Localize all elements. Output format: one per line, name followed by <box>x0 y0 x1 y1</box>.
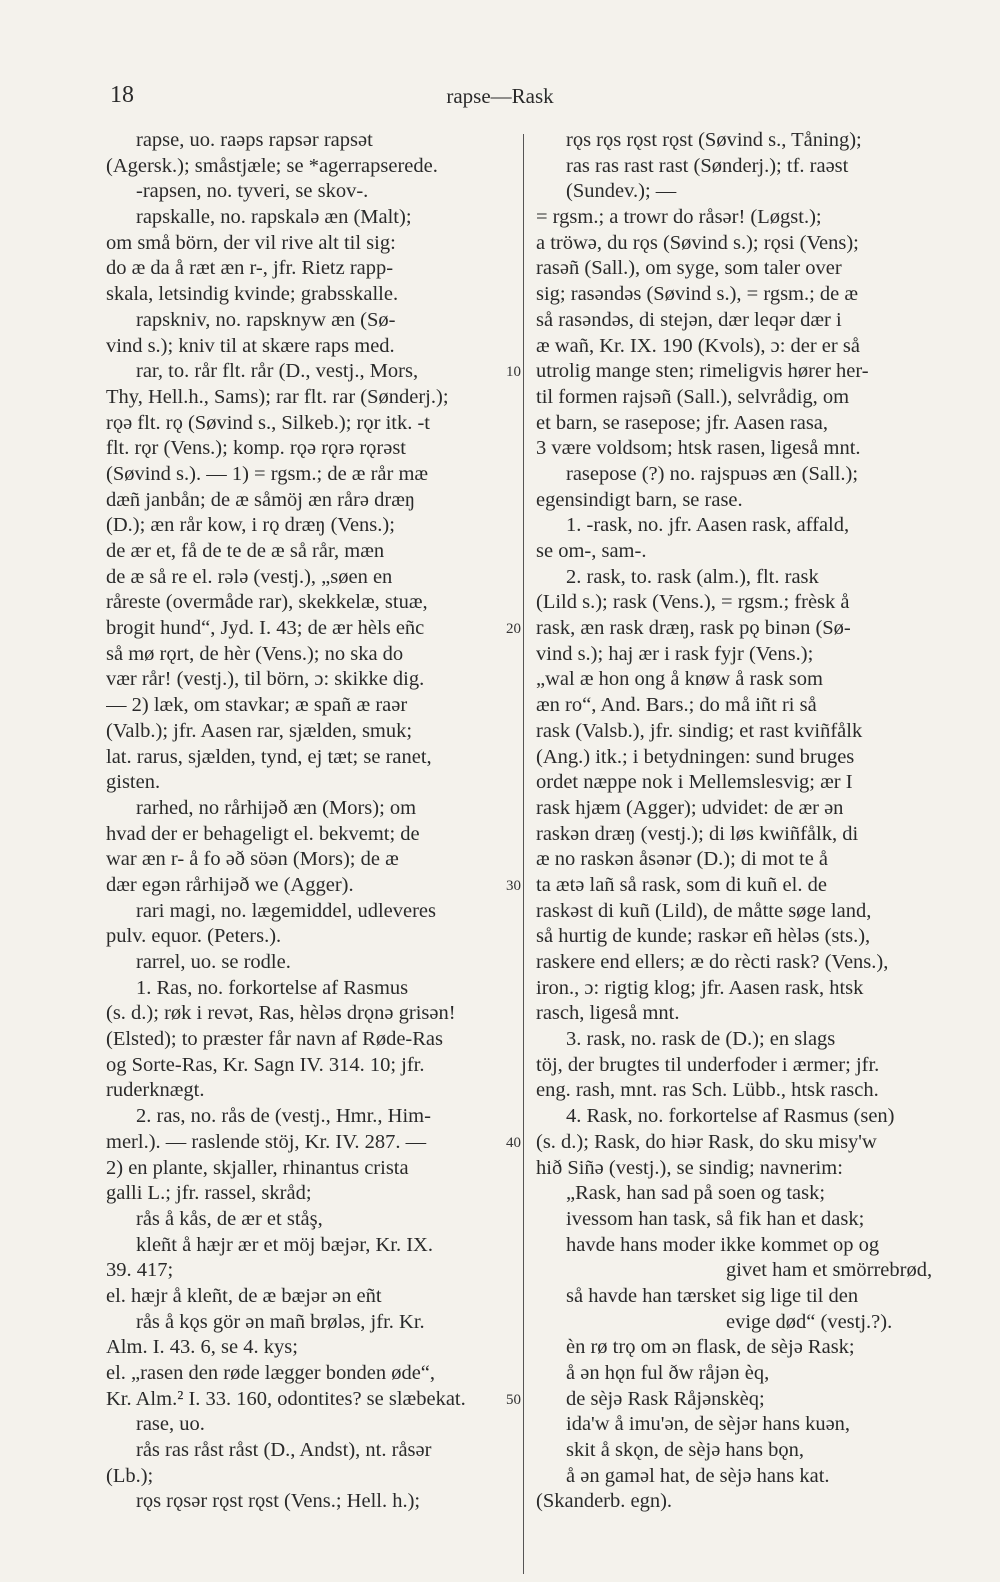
left-column-line: war æn r- å fo əð söən (Mors); de æ <box>106 848 399 871</box>
left-column-line: (D.); æn rår kow, i rǫ dræŋ (Vens.); <box>106 514 395 537</box>
right-column-line: egensindigt barn, se rase. <box>536 488 743 511</box>
right-column-line: (s. d.); Rask, do hiər Rask, do sku misy'w <box>536 1130 877 1153</box>
right-column-line: rasch, ligeså mnt. <box>536 1002 680 1025</box>
left-column-line: rarrel, uo. se rodle. <box>136 951 291 973</box>
left-column-line: rase, uo. <box>136 1413 205 1436</box>
right-column-line: så havde han tærsket sig lige til den <box>566 1284 859 1307</box>
right-column-line: eng. rash, mnt. ras Sch. Lübb., htsk rasch. <box>536 1079 879 1102</box>
right-column-line: hið Siñə (vestj.), se sindig; navnerim: <box>536 1156 843 1179</box>
left-column-line: rapskniv, no. rapsknyw æn (Sø- <box>136 308 396 331</box>
right-column-line: (Skanderb. egn). <box>536 1490 673 1513</box>
right-column-line: (Sundev.); — <box>566 180 677 203</box>
right-column-line: utrolig mange sten; rimeligvis hører her- <box>536 360 869 383</box>
right-column-line: töj, der brugtes til underfoder i ærmer; jfr. <box>536 1053 880 1076</box>
left-column-line: vær rår! (vestj.), til börn, ɔ: skikke dig. <box>106 668 425 691</box>
line-number: 50 <box>506 1392 521 1409</box>
left-column-line: de ær et, få de te de æ så rår, mæn <box>106 540 385 562</box>
left-column-line: dæñ janbån; de æ såmöj æn rårə dræŋ <box>106 488 416 511</box>
right-column-line: så rasəndəs, di stejən, dær leqər dær i <box>536 308 842 331</box>
right-column-line: rǫs rǫs rǫst rǫst (Søvind s., Tåning); <box>566 129 862 151</box>
right-column-line: rask (Valsb.), jfr. sindig; et rast kviñfålk <box>536 719 863 742</box>
right-column-line: raskere end ellers; æ do rècti rask? (Vens.), <box>536 951 889 973</box>
line-number: 20 <box>506 621 521 638</box>
left-column-line: do æ da å ræt æn r-, jfr. Rietz rapp- <box>106 257 394 280</box>
left-column-line: 1. Ras, no. forkortelse af Rasmus <box>136 976 409 999</box>
running-head: rapse—Rask <box>446 84 554 108</box>
right-column-line: ordet næppe nok i Mellemslesvig; ær I <box>536 771 853 794</box>
left-column-line: (Søvind s.). — 1) = rgsm.; de æ rår mæ <box>106 462 429 485</box>
left-column-line: Alm. I. 43. 6, se 4. kys; <box>106 1336 298 1359</box>
right-column-line: rask, æn rask dræŋ, rask pǫ binən (Sø- <box>536 617 851 640</box>
left-column-line: råreste (overmåde rar), skekkelæ, stuæ, <box>106 591 428 614</box>
right-column-line: å ən hǫn ful ðw råjən èq, <box>566 1362 770 1384</box>
left-column-line: om små börn, der vil rive alt til sig: <box>106 231 396 254</box>
right-column-line: ta ætə lañ så rask, som di kuñ el. de <box>536 873 827 896</box>
right-column-line: „Rask, han sad på soen og task; <box>566 1182 826 1205</box>
right-column-line: givet ham et smörrebrød, <box>726 1259 933 1282</box>
left-column-line: el. „rasen den røde lægger bonden øde“, <box>106 1362 436 1384</box>
right-column-line: et barn, se rasepose; jfr. Aasen rasa, <box>536 411 829 434</box>
left-column-line: rǫs rǫsər rǫst rǫst (Vens.; Hell. h.); <box>136 1490 421 1513</box>
right-column-line: iron., ɔ: rigtig klog; jfr. Aasen rask, htsk <box>536 976 864 999</box>
left-column-line: Kr. Alm.² I. 33. 160, odontites? se slæbekat. <box>106 1387 466 1410</box>
right-column-line: ras ras rast rast (Sønderj.); tf. raəst <box>566 154 849 177</box>
left-column-line: rǫə flt. rǫ (Søvind s., Silkeb.); rǫr itk. -t <box>106 411 430 434</box>
left-column-line: flt. rǫr (Vens.); komp. rǫə rǫrə rǫrəst <box>106 437 407 460</box>
right-column-line: ida'w å imu'ən, de sèjər hans kuən, <box>566 1413 851 1436</box>
left-column-line: rari magi, no. lægemiddel, udleveres <box>136 899 437 922</box>
line-number: 30 <box>506 878 521 895</box>
right-column-line: = rgsm.; a trowr do råsər! (Løgst.); <box>536 206 822 229</box>
right-column-line: a tröwə, du rǫs (Søvind s.); rǫsi (Vens); <box>536 231 859 254</box>
left-column-line: skala, letsindig kvinde; grabsskalle. <box>106 283 399 306</box>
left-column-line: gisten. <box>106 771 161 794</box>
left-column-line: 39. 417; <box>106 1259 174 1282</box>
left-column-line: pulv. equor. (Peters.). <box>106 925 282 948</box>
right-column-line: 3. rask, no. rask de (D.); en slags <box>566 1028 836 1051</box>
left-column-line: merl.). — raslende stöj, Kr. IV. 287. — <box>106 1130 427 1153</box>
right-column-line: æ wañ, Kr. IX. 190 (Kvols), ɔ: der er så <box>536 334 860 357</box>
right-column-line: til formen rajsəñ (Sall.), selvrådig, om <box>536 385 850 408</box>
left-column-line: ruderknægt. <box>106 1079 205 1102</box>
right-column-line: evige død“ (vestj.?). <box>726 1310 893 1333</box>
left-column-line: rarhed, no rårhijəð æn (Mors); om <box>136 796 417 819</box>
left-column-line: rås å kås, de ær et ståş, <box>136 1207 323 1230</box>
column-divider <box>523 134 524 1574</box>
right-column-line: æ no raskən åsənər (D.); di mot te å <box>536 848 829 871</box>
left-column-line: rås ras råst råst (D., Andst), nt. råsər <box>136 1439 432 1462</box>
right-column-line: raskən dræŋ (vestj.); di løs kwiñfålk, di <box>536 822 859 845</box>
left-column-line: (Lb.); <box>106 1464 154 1487</box>
right-column-line: se om-, sam-. <box>536 540 647 562</box>
left-column-line: de æ så re el. rələ (vestj.), „søen en <box>106 565 393 588</box>
left-column-line: 2. ras, no. rås de (vestj., Hmr., Him- <box>136 1105 431 1128</box>
left-column-line: kleñt å hæjr ær et möj bæjər, Kr. IX. <box>136 1233 433 1256</box>
left-column-line: hvad der er behageligt el. bekvemt; de <box>106 822 420 845</box>
left-column-line: (Agersk.); småstjæle; se *agerrapserede. <box>106 154 438 177</box>
right-column <box>536 128 966 1515</box>
left-column-line: 2) en plante, skjaller, rhinantus crista <box>106 1156 409 1179</box>
right-column-line: (Ang.) itk.; i betydningen: sund bruges <box>536 745 855 768</box>
left-column-line: rås å kǫs gör ən mañ brøləs, jfr. Kr. <box>136 1310 425 1333</box>
left-column-line: — 2) læk, om stavkar; æ spañ æ raər <box>106 694 408 717</box>
right-column-line: så hurtig de kunde; raskər eñ hèləs (sts.), <box>536 925 871 948</box>
page-number: 18 <box>110 82 134 108</box>
line-number: 40 <box>506 1135 521 1152</box>
right-column-line: vind s.); haj ær i rask fyjr (Vens.); <box>536 642 814 665</box>
right-column-line: 1. -rask, no. jfr. Aasen rask, affald, <box>566 514 850 537</box>
right-column-line: 3 være voldsom; htsk rasen, ligeså mnt. <box>536 437 861 460</box>
right-column-line: (Lild s.); rask (Vens.), = rgsm.; frèsk å <box>536 591 850 614</box>
right-column-line: ivessom han task, så fik han et dask; <box>566 1207 865 1230</box>
left-column-line: dær egən rårhijəð we (Agger). <box>106 873 354 896</box>
left-column-line: så mø rǫrt, de hèr (Vens.); no ska do <box>106 642 404 665</box>
right-column-line: „wal æ hon ong å knøw å rask som <box>536 668 823 691</box>
left-column-line: (s. d.); røk i revət, Ras, hèləs drǫnə grisən! <box>106 1002 456 1025</box>
left-column-line: -rapsen, no. tyveri, se skov-. <box>136 180 369 203</box>
left-column-line: rapskalle, no. rapskalə æn (Malt); <box>136 206 412 229</box>
left-column-line: rar, to. rår flt. rår (D., vestj., Mors, <box>136 360 419 383</box>
right-column-line: de sèjə Rask Råjənskèq; <box>566 1387 765 1410</box>
right-column-line: å ən gaməl hat, de sèjə hans kat. <box>566 1464 830 1487</box>
right-column-line: æn ro“, And. Bars.; do må iñt ri så <box>536 694 817 717</box>
line-number: 10 <box>506 364 521 381</box>
right-column-line: 4. Rask, no. forkortelse af Rasmus (sen) <box>566 1105 895 1128</box>
right-column-line: skit å skǫn, de sèjə hans bǫn, <box>566 1439 804 1462</box>
left-column-line: Thy, Hell.h., Sams); rar flt. rar (Sønderj.); <box>106 385 449 408</box>
right-column-line: rasəñ (Sall.), om syge, som taler over <box>536 257 842 280</box>
right-column-line: sig; rasəndəs (Søvind s.), = rgsm.; de æ <box>536 283 859 306</box>
left-column-line: og Sorte-Ras, Kr. Sagn IV. 314. 10; jfr. <box>106 1053 425 1076</box>
right-column-line: havde hans moder ikke kommet op og <box>566 1233 880 1256</box>
left-column-line: brogit hund“, Jyd. I. 43; de ær hèls eñc <box>106 617 425 640</box>
right-column-line: 2. rask, to. rask (alm.), flt. rask <box>566 565 819 588</box>
right-column-line: raskəst di kuñ (Lild), de måtte søge land, <box>536 899 872 922</box>
left-column-line: el. hæjr å kleñt, de æ bæjər ən eñt <box>106 1284 382 1307</box>
left-column <box>106 128 510 1515</box>
left-column-line: galli L.; jfr. rassel, skråd; <box>106 1182 312 1205</box>
left-column-line: (Valb.); jfr. Aasen rar, sjælden, smuk; <box>106 719 413 742</box>
left-column-line: lat. rarus, sjælden, tynd, ej tæt; se ranet, <box>106 745 432 768</box>
right-column-line: rasepose (?) no. rajspuəs æn (Sall.); <box>566 462 859 485</box>
right-column-line: èn rø trǫ om ən flask, de sèjə Rask; <box>566 1336 855 1359</box>
right-column-line: rask hjæm (Agger); udvidet: de ær ən <box>536 796 844 819</box>
left-column-line: rapse, uo. raəps rapsər rapsət <box>136 129 373 151</box>
left-column-line: (Elsted); to præster får navn af Røde-Ras <box>106 1028 444 1051</box>
left-column-line: vind s.); kniv til at skære raps med. <box>106 334 395 357</box>
